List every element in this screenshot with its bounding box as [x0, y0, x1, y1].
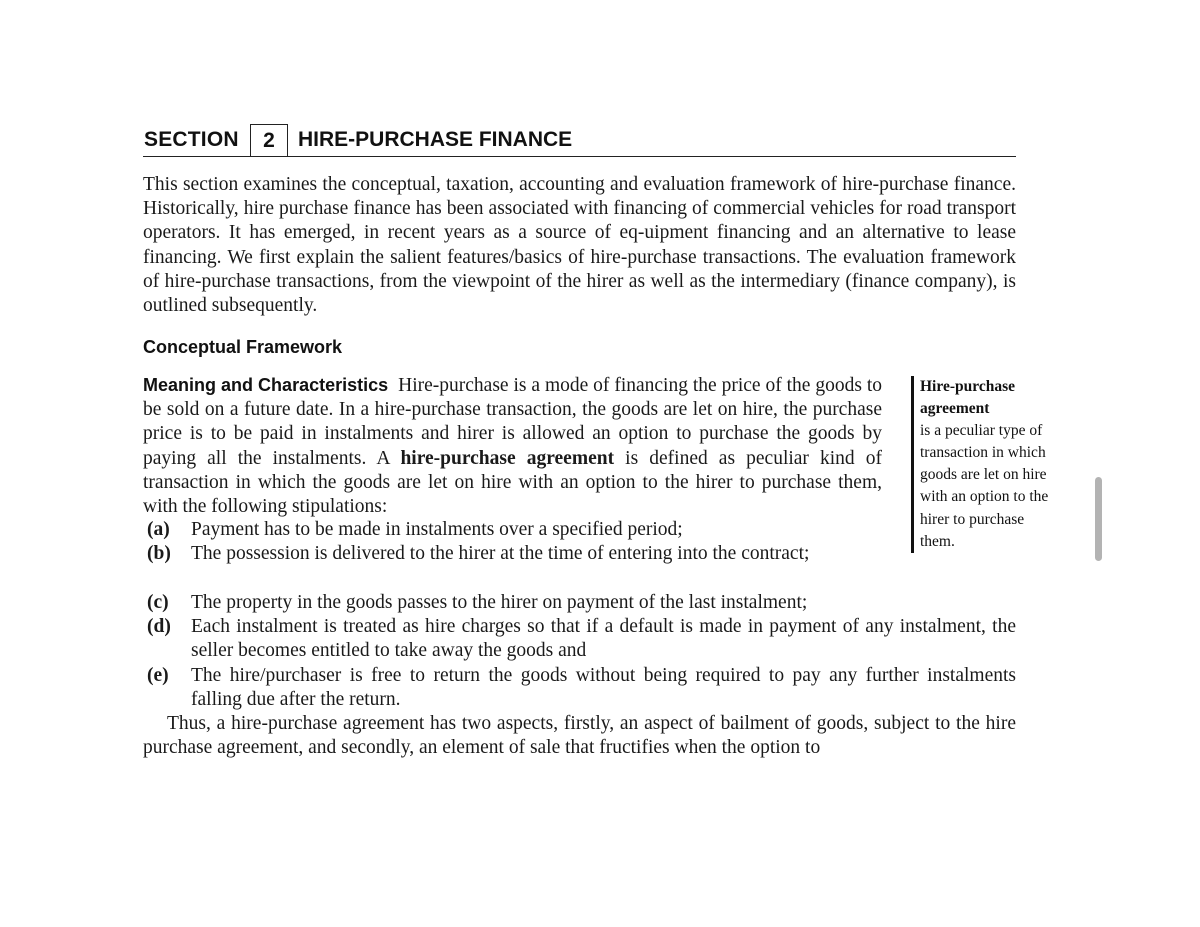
stipulation-list-narrow: [143, 518, 882, 566]
meaning-paragraph: [143, 373, 882, 519]
closing-paragraph: Thus, a hire-purchase agreement has two aspects, firstly, an aspect of bailment of goods, subject to the hire purchase agreement, and secondly, an element of sale that fructifies when the option to: [143, 713, 1016, 759]
list-item-text: The hire/purchaser is free to return the goods without being required to pay any further instalments falling due after the return.: [191, 664, 1016, 710]
list-item-text: Each instalment is treated as hire charges so that if a default is made in payment of any instalment, the seller becomes entitled to take away the goods and: [191, 616, 1016, 662]
meaning-text-before: Hire-purchase is a mode of financing the price of the goods to be sold on a future date. In a hire-purchase transaction, the goods are let on hire, the purchase price is to be paid in instalments and hirer is allowed an option to purchase the goods by paying all the instalments. A: [143, 375, 882, 469]
list-item-text: Payment has to be made in instalments over a specified period;: [191, 519, 683, 540]
list-item-text: The property in the goods passes to the hirer on payment of the last instalment;: [191, 592, 808, 613]
list-item: [143, 591, 1016, 615]
list-item-text: The possession is delivered to the hirer at the time of entering into the contract;: [191, 543, 810, 565]
list-marker: (c): [147, 592, 169, 613]
margin-note: [911, 376, 1055, 553]
list-item: [143, 615, 1016, 663]
section-header: [143, 124, 1016, 157]
margin-note-heading: Hire-purchase agreement: [920, 378, 1016, 418]
meaning-text-after: is defined as peculiar kind of transaction in which the goods are let on hire with an option to the hirer to purchase them, with the following stipulations:: [143, 447, 883, 518]
list-marker: (b): [147, 543, 171, 565]
list-item: [143, 542, 882, 566]
scrollbar-thumb[interactable]: [1095, 477, 1102, 561]
list-marker: (e): [147, 664, 169, 686]
run-in-heading: Meaning and Characteristics: [143, 375, 389, 395]
list-item: [143, 664, 1016, 712]
list-marker: (a): [147, 519, 170, 540]
stipulation-list-wide: [143, 591, 1016, 712]
section-number-box: 2: [250, 124, 288, 156]
margin-note-text: is a peculiar type of transaction in which goods are let on hire with an option to the hirer to purchase them.: [920, 422, 1049, 550]
subheading-conceptual-framework: Conceptual Framework: [143, 337, 343, 357]
intro-paragraph: This section examines the conceptual, taxation, accounting and evaluation framework of hire-purchase finance. Historically, hire purchase finance has been associated with financing of commercial vehicles for road transport operators. It has emerged, in recent years as a source of eq-uipment financing and an alternative to lease financing. We first explain the salient features/basics of hire-purchase transactions. The evaluation framework of hire-purchase transactions, from the viewpoint of the hirer as well as the intermediary (finance company), is outlined subsequently.: [143, 174, 1016, 317]
section-label: SECTION: [144, 128, 239, 151]
list-marker: (d): [147, 616, 171, 638]
list-item: [143, 518, 882, 542]
keyword-hire-purchase-agreement: hire-purchase agreement: [400, 447, 615, 469]
section-title: HIRE-PURCHASE FINANCE: [298, 128, 573, 151]
